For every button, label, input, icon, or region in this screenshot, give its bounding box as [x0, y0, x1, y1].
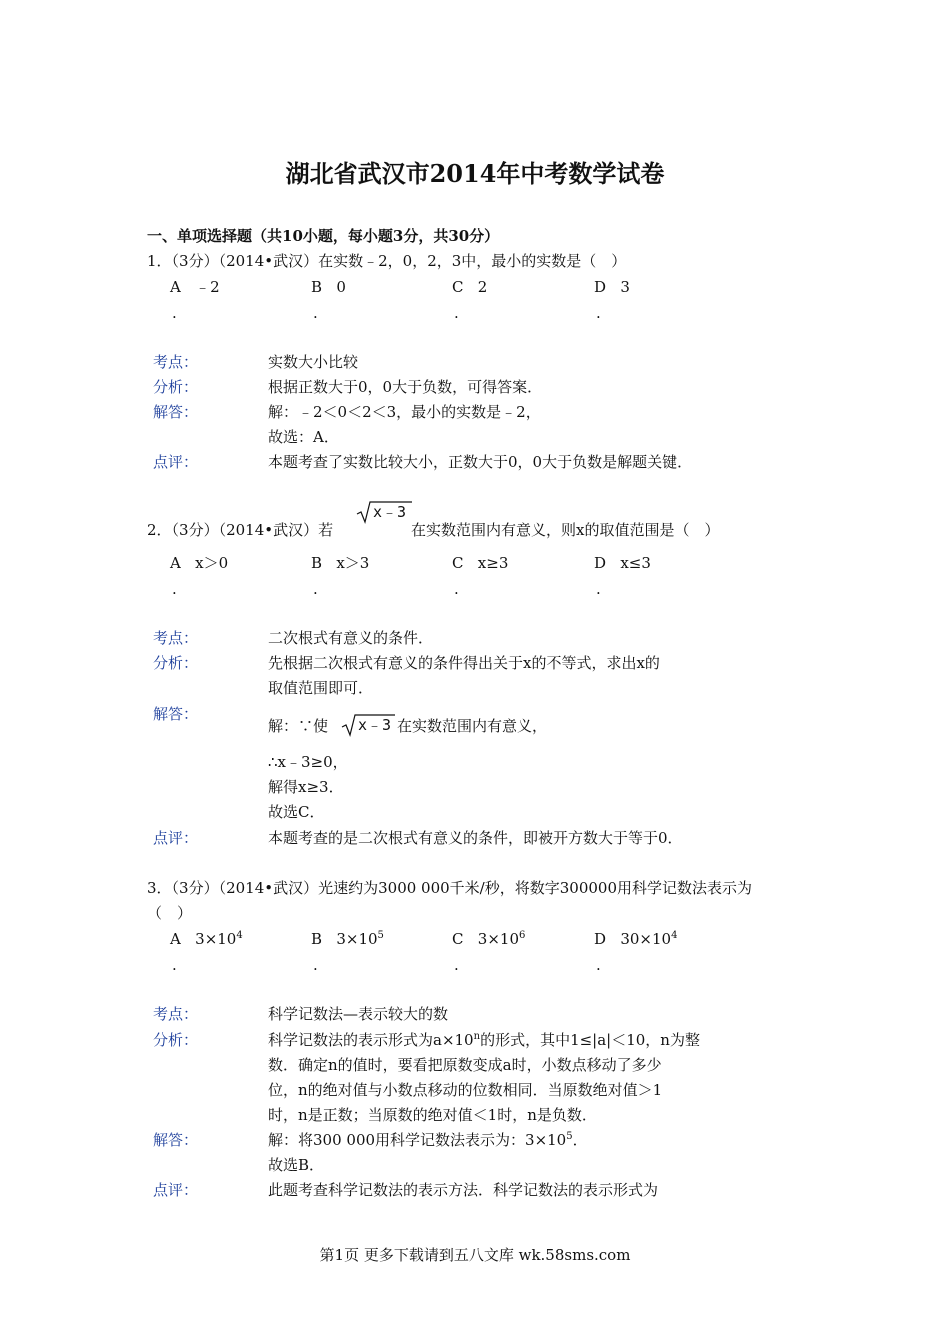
radicand: x﹣3 [358, 716, 392, 734]
q2-fenxi-line: 先根据二次根式有意义的条件得出关于x的不等式，求出x的 [268, 654, 660, 672]
radicand: x﹣3 [373, 503, 407, 521]
label-dianping: 点评： [153, 453, 199, 471]
option-text: x＞3 [336, 554, 370, 572]
option-letter: B [311, 930, 323, 948]
label-jieda: 解答： [153, 705, 199, 723]
q2-jieda-sqrt [340, 712, 396, 737]
option-exponent: 4 [236, 930, 243, 941]
q2-stem-prefix: 2．（3分）（2014•武汉）若 [147, 521, 334, 539]
q1-jieda-line: 故选：A． [268, 428, 339, 446]
q1-option-dot: . [313, 304, 318, 322]
label-jieda: 解答： [153, 403, 199, 421]
option-text: 30×10 [620, 930, 672, 948]
q2-fenxi-line: 取值范围即可． [268, 679, 374, 697]
q3-fenxi-line: 时，n是正数；当原数的绝对值＜1时，n是负数． [268, 1106, 597, 1124]
q3-option-dot: . [454, 956, 459, 974]
option-exponent: 4 [671, 930, 678, 941]
option-letter: B [311, 278, 323, 296]
jieda-exponent: 5 [566, 1131, 573, 1142]
q1-option-a [170, 277, 220, 297]
q2-jieda-line: ∴x﹣3≥0， [268, 753, 348, 771]
q2-option-a [170, 553, 228, 573]
option-exponent: 6 [519, 930, 526, 941]
option-letter: D [594, 554, 607, 572]
option-exponent: 5 [377, 930, 384, 941]
q1-option-b [311, 277, 346, 297]
label-jieda: 解答： [153, 1131, 199, 1149]
option-letter: C [452, 930, 464, 948]
option-letter: D [594, 278, 607, 296]
q3-fenxi-line [268, 1030, 700, 1050]
q3-option-dot: . [313, 956, 318, 974]
jieda-text: ． [572, 1131, 588, 1149]
q3-stem-line: （ ） [147, 904, 193, 922]
option-letter: D [594, 930, 607, 948]
option-text: x≤3 [620, 554, 651, 572]
q2-sqrt [355, 499, 413, 524]
q2-option-dot: . [313, 580, 318, 598]
label-kaodian: 考点： [153, 353, 199, 371]
q2-option-c [452, 553, 508, 573]
option-letter: A [170, 278, 181, 296]
option-text: x＞0 [195, 554, 229, 572]
fenxi-text: 的形式，其中1≤|a|＜10，n为整 [480, 1031, 700, 1049]
fenxi-exponent: n [473, 1031, 481, 1042]
option-text: 3×10 [477, 930, 519, 948]
q2-jieda-prefix: 解：∵使 [268, 717, 329, 735]
q2-option-d [594, 553, 651, 573]
q2-option-dot: . [596, 580, 601, 598]
option-text: 0 [336, 278, 346, 296]
option-text: 3 [620, 278, 630, 296]
q2-kaodian: 二次根式有意义的条件． [268, 629, 434, 647]
option-text: x≥3 [477, 554, 509, 572]
option-letter: B [311, 554, 323, 572]
q1-jieda-line: 解：﹣2＜0＜2＜3，最小的实数是﹣2， [268, 403, 541, 421]
q2-option-b [311, 553, 369, 573]
label-fenxi: 分析： [153, 654, 199, 672]
label-fenxi: 分析： [153, 1031, 199, 1049]
q2-dianping: 本题考查的是二次根式有意义的条件，即被开方数大于等于0． [268, 829, 683, 847]
page-title: 湖北省武汉市2014年中考数学试卷 [285, 159, 665, 188]
option-text: 3×10 [336, 930, 378, 948]
q3-kaodian: 科学记数法—表示较大的数 [268, 1005, 449, 1023]
q1-stem: 1．（3分）（2014•武汉）在实数﹣2，0，2，3中，最小的实数是（ ） [147, 252, 627, 270]
label-fenxi: 分析： [153, 378, 199, 396]
q3-option-dot: . [172, 956, 177, 974]
fenxi-text: 科学记数法的表示形式为a×10 [268, 1031, 474, 1049]
q3-fenxi-line: 位，n的绝对值与小数点移动的位数相同．当原数绝对值＞1 [268, 1081, 663, 1099]
option-letter: A [170, 554, 181, 572]
q3-jieda-line [268, 1130, 588, 1150]
q2-jieda-suffix: 在实数范围内有意义， [397, 717, 548, 735]
q1-option-d [594, 277, 630, 297]
q1-option-dot: . [454, 304, 459, 322]
q2-stem-suffix: 在实数范围内有意义，则x的取值范围是（ ） [411, 521, 720, 539]
option-text: ﹣2 [195, 278, 220, 296]
page-footer: 第1页 更多下载请到五八文库 wk.58sms.com [319, 1246, 631, 1264]
q1-fenxi: 根据正数大于0，0大于负数，可得答案． [268, 378, 543, 396]
q1-dianping: 本题考查了实数比较大小，正数大于0，0大于负数是解题关键． [268, 453, 693, 471]
q1-option-dot: . [172, 304, 177, 322]
option-text: 2 [477, 278, 488, 296]
option-text: 3×10 [195, 930, 237, 948]
q3-option-c [452, 929, 525, 949]
q3-dianping: 此题考查科学记数法的表示方法．科学记数法的表示形式为 [268, 1181, 659, 1199]
q3-option-b [311, 929, 384, 949]
q3-jieda-line: 故选B． [268, 1156, 325, 1174]
q1-kaodian: 实数大小比较 [268, 353, 359, 371]
label-dianping: 点评： [153, 1181, 199, 1199]
q1-option-c [452, 277, 487, 297]
option-letter: C [452, 278, 464, 296]
option-letter: C [452, 554, 464, 572]
section-heading: 一、单项选择题（共10小题，每小题3分，共30分） [147, 227, 500, 245]
q2-option-dot: . [454, 580, 459, 598]
label-dianping: 点评： [153, 829, 199, 847]
q2-jieda-line: 故选C． [268, 803, 325, 821]
q2-option-dot: . [172, 580, 177, 598]
q3-fenxi-line: 数．确定n的值时，要看把原数变成a时，小数点移动了多少 [268, 1056, 662, 1074]
jieda-text: 解：将300 000用科学记数法表示为：3×10 [268, 1131, 567, 1149]
label-kaodian: 考点： [153, 629, 199, 647]
q3-option-d [594, 929, 677, 949]
q3-option-dot: . [596, 956, 601, 974]
q3-stem-line: 3．（3分）（2014•武汉）光速约为3000 000千米/秒，将数字300000用科学记数法表示为 [147, 879, 752, 897]
q1-option-dot: . [596, 304, 601, 322]
q2-jieda-line: 解得x≥3． [268, 778, 344, 796]
label-kaodian: 考点： [153, 1005, 199, 1023]
q3-option-a [170, 929, 243, 949]
option-letter: A [170, 930, 181, 948]
